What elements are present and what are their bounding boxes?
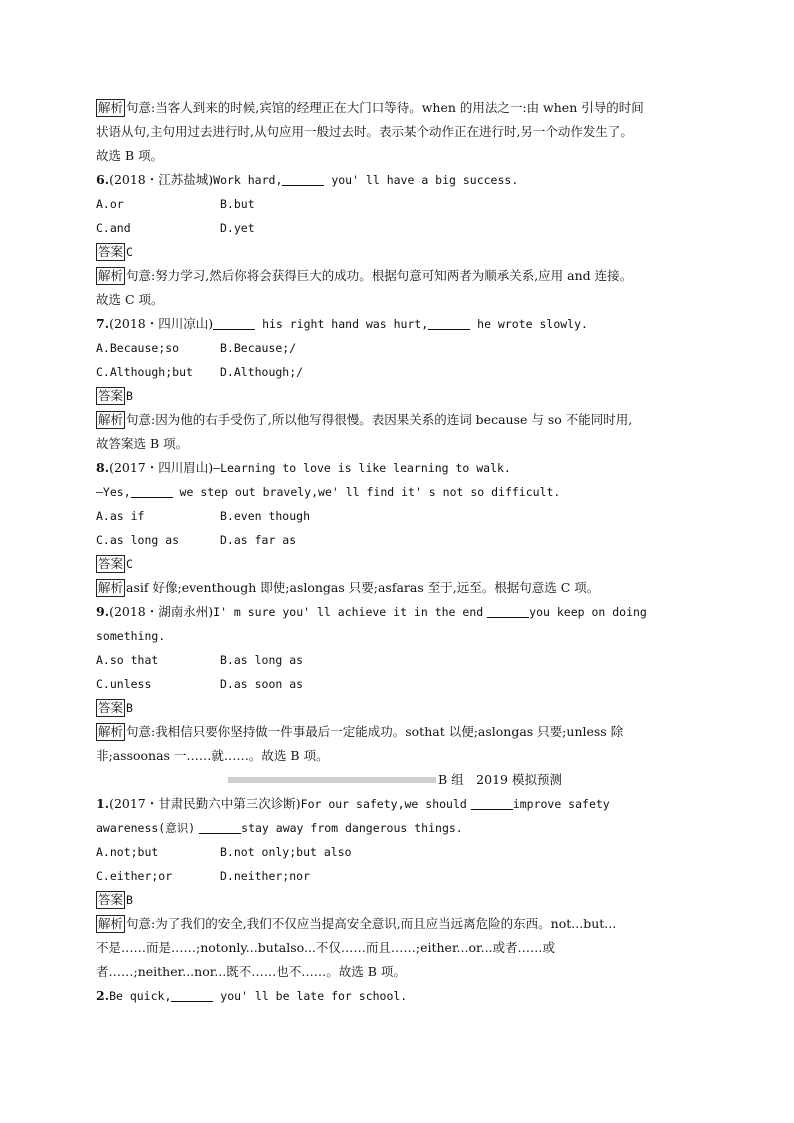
analysis-line: 不是……而是……;notonly...butalso...不仅……而且……;either...or...或者……或 <box>96 940 556 955</box>
analysis-line: 者……;neither...nor...既不……也不……。故选 B 项。 <box>96 964 406 979</box>
options-row <box>96 672 706 696</box>
question-source: (2018・江苏盐城) <box>109 172 214 187</box>
analysis-tag: 解析 <box>98 268 124 283</box>
stem-text: Work hard, <box>213 173 283 187</box>
stem-text: stay away from dangerous things. <box>241 821 463 835</box>
stem-text: I' m sure you' ll achieve it in the end <box>213 605 484 619</box>
question-9-stem-line2: something. <box>96 629 166 643</box>
question-8-stem <box>96 456 706 480</box>
answer-blank <box>487 603 529 618</box>
stem-text: For our safety,we should <box>300 797 467 811</box>
analysis-text: asif 好像;eventhough 即使;aslongas 只要;asfaras 至于,远至。根据句意选 C 项。 <box>126 580 600 595</box>
stem-text: improve safety <box>512 797 610 811</box>
option-c: C.as long as <box>96 533 180 547</box>
answer-blank <box>213 315 255 330</box>
option-b: B.not only;but also <box>220 845 352 859</box>
stem-text: you keep on doing <box>529 605 647 619</box>
question-number: 9. <box>96 604 110 619</box>
answer-line <box>96 696 706 720</box>
options-row <box>96 528 706 552</box>
question-number: 2. <box>96 988 110 1003</box>
answer-blank <box>471 795 513 810</box>
question-source: (2018・四川凉山) <box>109 316 214 331</box>
option-a: A.Because;so <box>96 341 180 355</box>
answer-line <box>96 888 706 912</box>
analysis-tag: 解析 <box>98 580 124 595</box>
options-row <box>96 192 706 216</box>
option-d: D.neither;nor <box>220 869 311 883</box>
analysis-line <box>96 912 706 936</box>
options-row <box>96 504 706 528</box>
question-source: (2017・甘肃民勤六中第三次诊断) <box>109 796 301 811</box>
stem-text: his right hand was hurt, <box>255 317 429 331</box>
analysis-text: 句意:努力学习,然后你将会获得巨大的成功。根据句意可知两者为顺承关系,应用 and 连接。 <box>126 268 633 283</box>
option-d: D.as far as <box>220 533 297 547</box>
analysis-line <box>96 96 706 120</box>
answer-blank <box>282 171 324 186</box>
section-divider-bar <box>228 777 436 783</box>
stem-text: —Yes, <box>96 485 131 499</box>
analysis-line: 非;assoonas 一……就……。故选 B 项。 <box>96 748 329 763</box>
analysis-line: 状语从句,主句用过去进行时,从句应用一般过去时。表示某个动作正在进行时,另一个动作发生了。 <box>96 124 633 139</box>
stem-text: Be quick, <box>109 989 172 1003</box>
option-a: A.so that <box>96 653 159 667</box>
answer-blank <box>199 819 241 834</box>
analysis-text: 句意:我相信只要你坚持做一件事最后一定能成功。sothat 以便;aslongas 只要;unless 除 <box>126 724 624 739</box>
option-b: B.even though <box>220 509 311 523</box>
option-b: B.Because;/ <box>220 341 297 355</box>
option-a: A.as if <box>96 509 145 523</box>
analysis-line: 故答案选 B 项。 <box>96 436 189 451</box>
option-c: C.and <box>96 221 131 235</box>
question-number: 8. <box>96 460 110 475</box>
options-row <box>96 216 706 240</box>
stem-text: you' ll be late for school. <box>213 989 408 1003</box>
options-row <box>96 864 706 888</box>
answer-value: C <box>126 245 133 259</box>
answer-tag: 答案 <box>98 892 124 907</box>
analysis-line <box>96 408 706 432</box>
question-6-stem <box>96 168 706 192</box>
analysis-tag: 解析 <box>98 100 124 115</box>
option-d: D.as soon as <box>220 677 304 691</box>
section-title: B 组 2019 模拟预测 <box>438 772 562 787</box>
question-b1-stem <box>96 792 706 816</box>
answer-tag: 答案 <box>98 388 124 403</box>
analysis-line: 故选 C 项。 <box>96 292 164 307</box>
stem-text: awareness(意识) <box>96 821 196 835</box>
option-c: C.either;or <box>96 869 173 883</box>
answer-tag: 答案 <box>98 556 124 571</box>
answer-value: B <box>126 701 133 715</box>
analysis-text: 句意:为了我们的安全,我们不仅应当提高安全意识,而且应当远离危险的东西。not...but... <box>126 916 617 931</box>
analysis-text: 句意:因为他的右手受伤了,所以他写得很慢。表因果关系的连词 because 与 so 不能同时用, <box>126 412 633 427</box>
answer-blank <box>171 987 213 1002</box>
option-c: C.unless <box>96 677 152 691</box>
question-number: 7. <box>96 316 110 331</box>
question-9-stem <box>96 600 706 624</box>
answer-line <box>96 552 706 576</box>
analysis-tag: 解析 <box>98 916 124 931</box>
question-b2-stem <box>96 984 706 1008</box>
stem-text: you' ll have a big success. <box>324 173 519 187</box>
option-a: A.not;but <box>96 845 159 859</box>
section-b-header <box>96 768 706 792</box>
question-source: (2017・四川眉山) <box>109 460 214 475</box>
options-row <box>96 648 706 672</box>
question-number: 6. <box>96 172 110 187</box>
question-source: (2018・湖南永州) <box>109 604 214 619</box>
answer-value: B <box>126 893 133 907</box>
option-d: D.Although;/ <box>220 365 304 379</box>
analysis-tag: 解析 <box>98 412 124 427</box>
analysis-line: 故选 B 项。 <box>96 148 164 163</box>
options-row <box>96 360 706 384</box>
option-d: D.yet <box>220 221 255 235</box>
answer-value: B <box>126 389 133 403</box>
answer-tag: 答案 <box>98 244 124 259</box>
answer-value: C <box>126 557 133 571</box>
answer-line <box>96 240 706 264</box>
options-row <box>96 336 706 360</box>
option-c: C.Although;but <box>96 365 193 379</box>
option-b: B.as long as <box>220 653 304 667</box>
question-number: 1. <box>96 796 110 811</box>
analysis-text: 句意:当客人到来的时候,宾馆的经理正在大门口等待。when 的用法之一:由 when 引导的时间 <box>126 100 644 115</box>
analysis-tag: 解析 <box>98 724 124 739</box>
stem-text: —Learning to love is like learning to walk. <box>213 461 511 475</box>
options-row <box>96 840 706 864</box>
question-7-stem <box>96 312 706 336</box>
answer-line <box>96 384 706 408</box>
analysis-line <box>96 576 706 600</box>
option-b: B.but <box>220 197 255 211</box>
answer-tag: 答案 <box>98 700 124 715</box>
option-a: A.or <box>96 197 124 211</box>
stem-text: he wrote slowly. <box>470 317 588 331</box>
analysis-line <box>96 264 706 288</box>
stem-text: we step out bravely,we' ll find it' s not so difficult. <box>172 485 561 499</box>
analysis-line <box>96 720 706 744</box>
question-8-stem-line2 <box>96 480 706 504</box>
answer-blank <box>428 315 470 330</box>
worksheet-page <box>96 96 706 1008</box>
question-b1-stem-line2 <box>96 816 706 840</box>
answer-blank <box>131 483 173 498</box>
